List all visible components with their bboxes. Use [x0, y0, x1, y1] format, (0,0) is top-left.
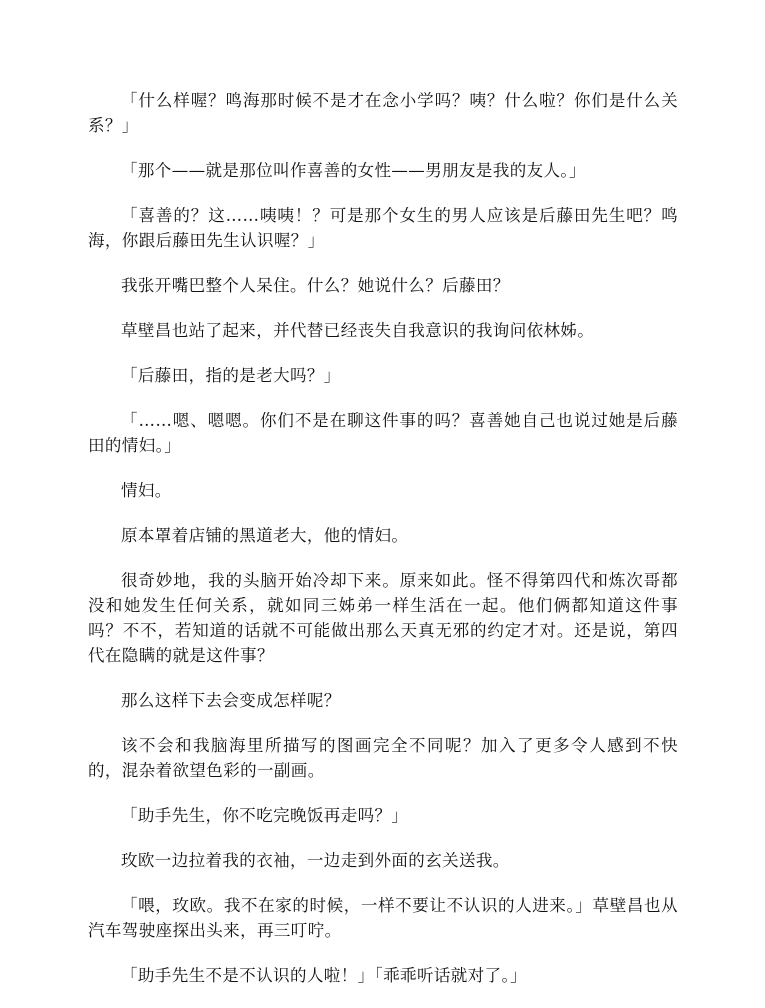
paragraph-7: 「……嗯、嗯嗯。你们不是在聊这件事的吗？喜善她自己也说过她是后藤田的情妇。」 — [88, 411, 678, 455]
document-page — [88, 88, 678, 1008]
paragraph-10: 很奇妙地，我的头脑开始冷却下来。原来如此。怪不得第四代和炼次哥都没和她发生任何关系，就如同三姊弟一样生活在一起。他们俩都知道这件事吗？不不，若知道的话就不可能做出那么天真无邪的约定才对。还是说，第四代在隐瞒的就是这件事？ — [88, 571, 678, 665]
paragraph-15: 「喂，玫欧。我不在家的时候，一样不要让不认识的人进来。」草壁昌也从汽车驾驶座探出头来，再三叮咛。 — [88, 896, 678, 940]
paragraph-14: 玫欧一边拉着我的衣袖，一边走到外面的玄关送我。 — [121, 851, 510, 870]
paragraph-16: 「助手先生不是不认识的人啦！」「乖乖听话就对了。」 — [121, 966, 527, 985]
paragraph-2: 「那个——就是那位叫作喜善的女性——男朋友是我的友人。」 — [121, 161, 586, 180]
paragraph-6: 「后藤田，指的是老大吗？」 — [121, 366, 341, 385]
paragraph-3: 「喜善的？这……咦咦！？可是那个女生的男人应该是后藤田先生吧？鸣海，你跟后藤田先生认识喔？」 — [88, 206, 678, 250]
paragraph-1: 「什么样喔？鸣海那时候不是才在念小学吗？咦？什么啦？你们是什么关系？」 — [88, 91, 678, 135]
paragraph-11: 那么这样下去会变成怎样呢？ — [121, 691, 341, 710]
paragraph-12: 该不会和我脑海里所描写的图画完全不同呢？加入了更多令人感到不快的，混杂着欲望色彩的一副画。 — [88, 736, 678, 780]
paragraph-9: 原本罩着店铺的黑道老大，他的情妇。 — [121, 526, 409, 545]
paragraph-13: 「助手先生，你不吃完晚饭再走吗？」 — [121, 806, 409, 825]
paragraph-4: 我张开嘴巴整个人呆住。什么？她说什么？后藤田？ — [121, 276, 510, 295]
paragraph-5: 草壁昌也站了起来，并代替已经丧失自我意识的我询问依林姊。 — [121, 321, 595, 340]
paragraph-8: 情妇。 — [121, 481, 172, 500]
